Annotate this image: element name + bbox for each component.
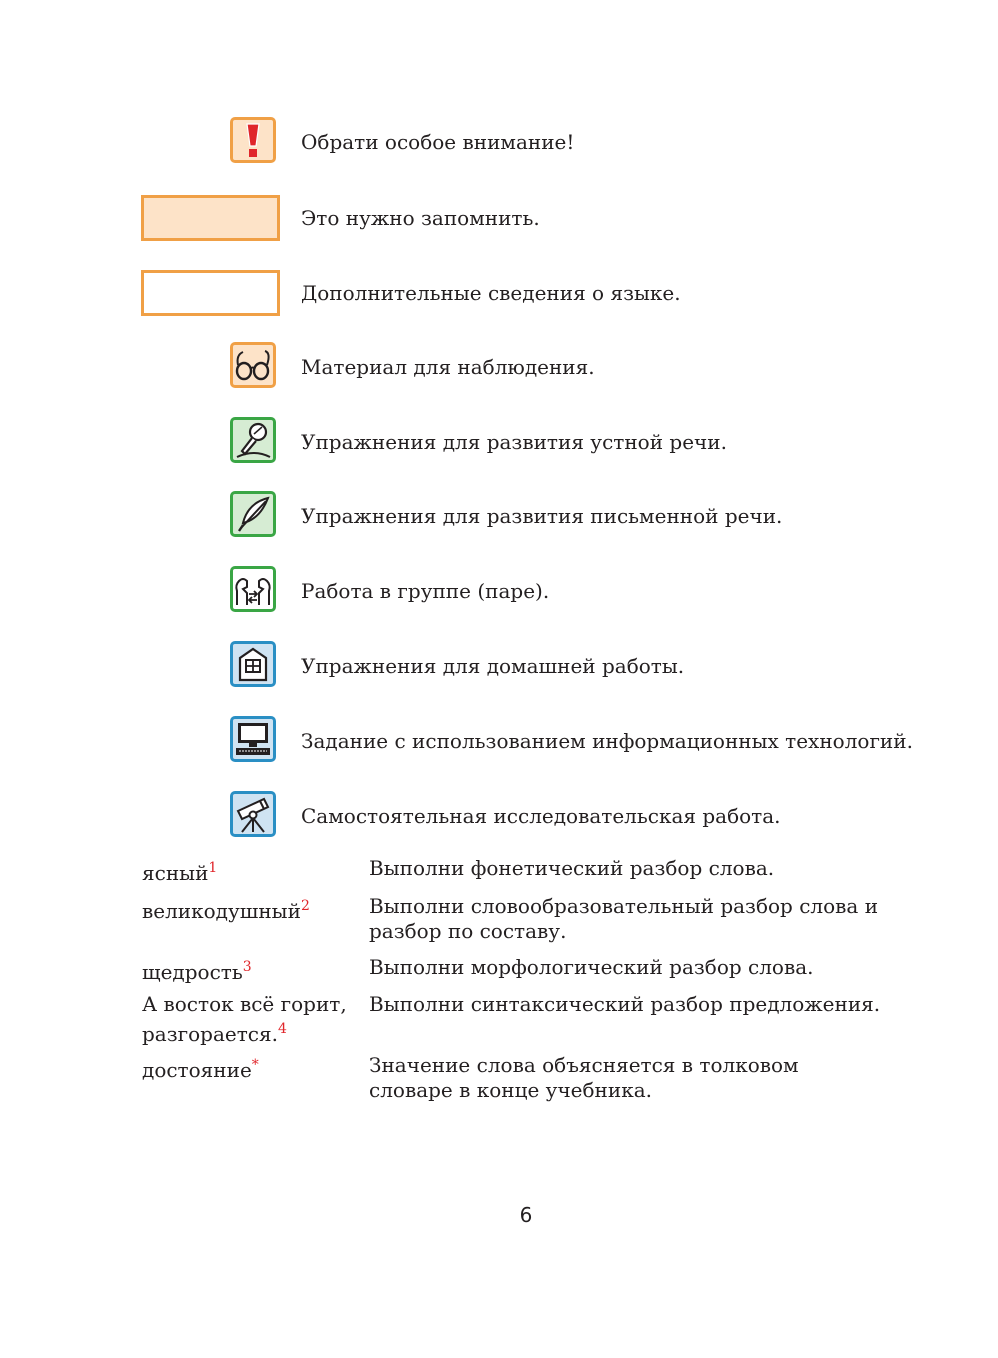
legend-row [0, 417, 998, 469]
term: великодушный$^2$ [142, 898, 310, 923]
footnote-mark: * [251, 1057, 259, 1073]
legend-row [0, 117, 998, 169]
observation-badge [230, 342, 276, 388]
legend-row [0, 791, 998, 843]
group-work-badge [230, 566, 276, 612]
legend-text: Задание с использованием информационных технологий. [301, 729, 913, 753]
footnote-mark: 3 [242, 959, 252, 975]
analysis-description: Значение слова объясняется в толковом словаре в конце учебника. [369, 1053, 799, 1102]
analysis-description: Выполни морфологический разбор слова. [369, 955, 814, 979]
legend-text: Материал для наблюдения. [301, 355, 595, 379]
legend-row [0, 641, 998, 693]
legend-row [0, 342, 998, 394]
legend-text: Работа в группе (паре). [301, 579, 550, 603]
legend-text: Упражнения для развития письменной речи. [301, 504, 783, 528]
legend-text: Обрати особое внимание! [301, 130, 575, 154]
legend-row [0, 716, 998, 768]
glasses-icon [233, 347, 273, 383]
computer-icon [234, 720, 272, 758]
analysis-description: Выполни фонетический разбор слова. [369, 856, 775, 880]
group-work-icon [233, 569, 273, 609]
analysis-description: Выполни синтаксический разбор предложения. [369, 992, 881, 1016]
footnote-mark: 2 [300, 898, 310, 914]
written-speech-badge [230, 491, 276, 537]
page-number: 6 [519, 1203, 533, 1227]
attention-badge [230, 117, 276, 163]
legend-row [0, 491, 998, 543]
telescope-icon [234, 795, 272, 833]
term: А восток всё горит, разгорается.$^4$ [142, 992, 347, 1046]
quill-icon [234, 495, 272, 533]
legend-row [0, 193, 998, 245]
memorize-frame [141, 195, 280, 241]
legend-text: Упражнения для домашней работы. [301, 654, 685, 678]
legend-text: Упражнения для развития устной речи. [301, 430, 727, 454]
extra-info-frame [141, 270, 280, 316]
legend-row [0, 268, 998, 320]
exclamation-icon [237, 121, 269, 159]
homework-badge [230, 641, 276, 687]
legend-text: Дополнительные сведения о языке. [301, 281, 681, 305]
footnote-mark: 4 [277, 1021, 287, 1037]
microphone-icon [234, 421, 272, 459]
research-badge [230, 791, 276, 837]
term: ясный$^1$ [142, 860, 218, 885]
footnote-mark: 1 [208, 860, 218, 876]
analysis-description: Выполни словообразовательный разбор слова и разбор по составу. [369, 894, 879, 943]
it-task-badge [230, 716, 276, 762]
house-icon [235, 646, 271, 682]
legend-text: Самостоятельная исследовательская работа. [301, 804, 781, 828]
legend-row [0, 566, 998, 618]
oral-speech-badge [230, 417, 276, 463]
legend-text: Это нужно запомнить. [301, 206, 540, 230]
term: достояние* [142, 1057, 259, 1082]
term: щедрость$^3$ [142, 959, 252, 984]
